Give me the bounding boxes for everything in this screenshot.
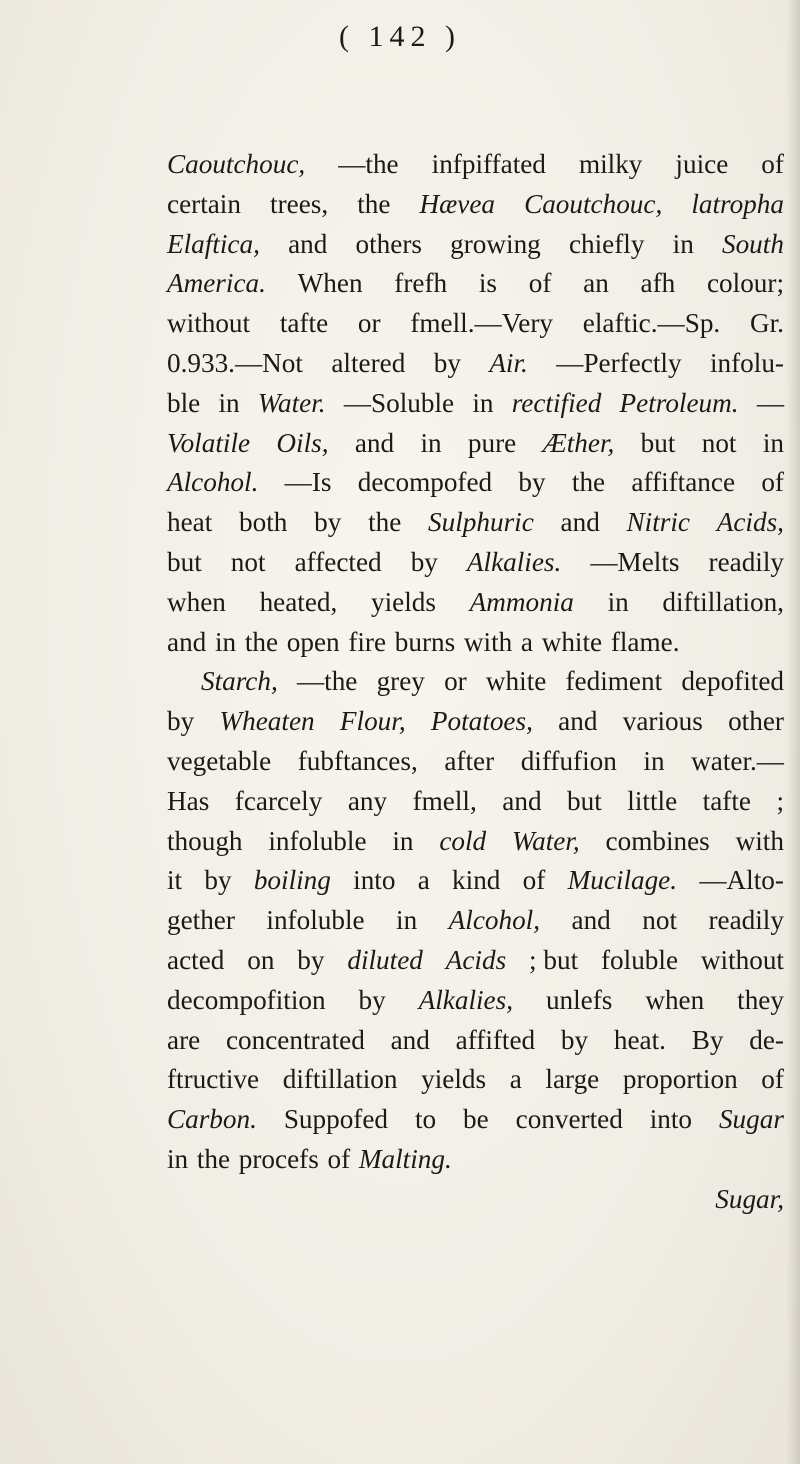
word: Mucilage. xyxy=(567,865,678,896)
word: Caoutchouc, xyxy=(167,149,306,179)
word: tafte xyxy=(702,785,751,816)
word: Malting. xyxy=(358,1143,452,1174)
text-line xyxy=(167,822,784,862)
word: chiefly xyxy=(568,228,645,259)
word: grey xyxy=(376,666,425,697)
word: infolu- xyxy=(709,347,784,378)
word: the xyxy=(357,188,391,219)
word: Sugar xyxy=(718,1104,784,1135)
word: after xyxy=(444,745,495,776)
word: America. xyxy=(167,268,266,299)
word: without xyxy=(700,944,784,975)
word: elaftic.—Sp. xyxy=(582,308,721,339)
word: decompofition xyxy=(167,984,326,1015)
word: and xyxy=(354,427,395,458)
text-line xyxy=(167,225,784,265)
word: fediment xyxy=(565,666,663,697)
text-line xyxy=(167,463,784,503)
word: —Melts xyxy=(590,546,680,577)
word: proportion xyxy=(622,1064,738,1095)
word: fire xyxy=(348,626,387,657)
word: fubftances, xyxy=(297,745,418,776)
word: but xyxy=(567,785,602,816)
word: —Soluble xyxy=(343,387,455,418)
text-line xyxy=(167,702,784,742)
word: Hævea xyxy=(419,188,495,219)
word: decompofed xyxy=(357,467,493,498)
catchword: Sugar, xyxy=(715,1183,784,1214)
word: pure xyxy=(467,427,517,458)
word: and xyxy=(390,1024,430,1055)
word: and xyxy=(571,905,611,936)
word: any xyxy=(347,785,388,816)
word: open xyxy=(286,626,340,657)
word: other xyxy=(728,706,784,737)
word: in xyxy=(472,387,494,418)
word: certain xyxy=(167,188,241,219)
text-line xyxy=(167,742,784,782)
word: colour; xyxy=(706,268,784,299)
word: into xyxy=(649,1104,693,1135)
word: of xyxy=(761,149,784,179)
body-text xyxy=(167,145,784,1220)
word: not xyxy=(230,546,266,577)
text-line xyxy=(167,185,784,225)
word: the xyxy=(571,467,606,498)
word: the xyxy=(368,507,402,538)
word: vegetable xyxy=(167,745,272,776)
word: and xyxy=(502,785,542,816)
word: to xyxy=(414,1104,437,1135)
word: fmell, xyxy=(412,785,477,816)
text-line xyxy=(167,981,784,1021)
word: Acids, xyxy=(716,507,784,538)
word: affifted xyxy=(455,1024,536,1055)
word: affected xyxy=(294,546,382,577)
word: Has xyxy=(167,785,210,816)
word: Air. xyxy=(489,347,528,378)
word: juice xyxy=(675,149,729,179)
text-line xyxy=(167,623,784,663)
text-line xyxy=(167,145,784,185)
word: —Perfectly xyxy=(556,347,682,378)
word: and xyxy=(560,507,600,538)
word: white xyxy=(485,666,547,697)
word: infoluble xyxy=(268,825,367,856)
word: both xyxy=(239,507,288,538)
text-line xyxy=(167,543,784,583)
word: little xyxy=(627,785,678,816)
word: Acids xyxy=(445,944,507,975)
word: it xyxy=(167,865,183,896)
word: converted xyxy=(515,1104,623,1135)
word: heat. xyxy=(613,1024,666,1055)
word: though xyxy=(167,825,243,856)
word: South xyxy=(721,228,784,259)
page-edge-shadow xyxy=(786,0,800,1464)
word: —the xyxy=(296,666,358,697)
word: Alkalies, xyxy=(418,984,513,1015)
word: with xyxy=(463,626,513,657)
word: in xyxy=(167,1143,189,1174)
word: by xyxy=(204,865,232,896)
word: concentrated xyxy=(225,1024,365,1055)
word: Alcohol, xyxy=(448,905,541,936)
word: trees, xyxy=(270,188,329,219)
word: 0.933.—Not xyxy=(167,347,303,378)
word: Starch, xyxy=(201,666,278,697)
text-line xyxy=(167,264,784,304)
word: the xyxy=(196,1143,231,1174)
word: water.— xyxy=(691,745,784,776)
word: —Is xyxy=(284,467,332,498)
word: others xyxy=(355,228,422,259)
word: are xyxy=(167,1024,201,1055)
word: de- xyxy=(749,1024,784,1055)
word: by xyxy=(560,1024,589,1055)
word: Sulphuric xyxy=(428,507,534,538)
word: flame. xyxy=(610,626,680,657)
word: tafte xyxy=(279,308,329,339)
word: depofited xyxy=(681,666,784,697)
word: readily xyxy=(708,546,784,577)
text-line xyxy=(167,941,784,981)
word: burns xyxy=(394,626,456,657)
word: of xyxy=(528,268,552,299)
text-line xyxy=(167,1100,784,1140)
word: and xyxy=(167,626,207,657)
word: growing xyxy=(450,228,541,259)
word: Potatoes, xyxy=(430,706,533,737)
word: affiftance xyxy=(631,467,736,498)
word: diftillation xyxy=(282,1064,398,1095)
word: when xyxy=(645,984,705,1015)
word: heat xyxy=(167,507,213,538)
word: procefs xyxy=(238,1143,319,1174)
word: white xyxy=(541,626,603,657)
word: or xyxy=(444,666,467,697)
word: frefh xyxy=(394,268,448,299)
word: or xyxy=(357,308,381,339)
word: ; xyxy=(776,785,784,816)
text-line xyxy=(167,1021,784,1061)
text-line xyxy=(167,344,784,384)
word: diluted xyxy=(347,944,423,975)
word: foluble xyxy=(601,944,679,975)
word: by xyxy=(297,944,325,975)
word: gether xyxy=(167,905,235,936)
text-line xyxy=(167,1060,784,1100)
word: readily xyxy=(708,905,784,936)
word: Volatile xyxy=(167,427,251,458)
word: in xyxy=(643,745,665,776)
word: by xyxy=(167,706,195,737)
text-line xyxy=(167,384,784,424)
text-line xyxy=(167,861,784,901)
word: Water, xyxy=(511,825,580,856)
word: by xyxy=(518,467,546,498)
word: When xyxy=(297,268,363,299)
word: not xyxy=(642,905,677,936)
word: they xyxy=(737,984,784,1015)
word: infpiffated xyxy=(431,149,546,179)
word: a xyxy=(520,626,533,657)
word: diffufion xyxy=(520,745,617,776)
word: Wheaten xyxy=(219,706,315,737)
word: of xyxy=(761,1064,784,1095)
word: Æther, xyxy=(542,427,615,458)
word: fcarcely xyxy=(234,785,323,816)
text-line xyxy=(167,583,784,623)
word: in xyxy=(214,626,237,657)
word: Alcohol. xyxy=(167,467,259,498)
page-number: ( 142 ) xyxy=(339,20,461,53)
word: milky xyxy=(578,149,643,179)
word: and xyxy=(558,706,598,737)
word: fmell.—Very xyxy=(410,308,554,339)
word: acted xyxy=(167,944,225,975)
word: large xyxy=(545,1064,600,1095)
word: a xyxy=(509,1064,522,1095)
word: kind xyxy=(452,865,501,896)
word: Nitric xyxy=(626,507,690,538)
word: on xyxy=(247,944,275,975)
word: by xyxy=(433,347,461,378)
word: is xyxy=(478,268,497,299)
word: Elaftica, xyxy=(167,228,260,259)
word: ble xyxy=(167,387,201,418)
word: Suppofed xyxy=(283,1104,389,1135)
word: yields xyxy=(371,586,436,617)
word: but xyxy=(640,427,676,458)
word: cold xyxy=(439,825,487,856)
word: unlefs xyxy=(545,984,613,1015)
word: by xyxy=(314,507,342,538)
word: combines xyxy=(605,825,710,856)
word: in xyxy=(607,586,629,617)
word: of xyxy=(522,865,546,896)
word: by xyxy=(410,546,438,577)
text-line xyxy=(167,503,784,543)
word: be xyxy=(463,1104,489,1135)
word: —Alto- xyxy=(699,865,784,896)
word: in xyxy=(762,427,784,458)
word: Oils, xyxy=(276,427,329,458)
word: Flour, xyxy=(339,706,406,737)
word: By xyxy=(691,1024,724,1055)
text-line xyxy=(167,304,784,344)
word: — xyxy=(756,387,784,418)
text-line xyxy=(167,901,784,941)
word: into xyxy=(353,865,396,896)
word: altered xyxy=(331,347,406,378)
word: when xyxy=(167,586,226,617)
word: a xyxy=(417,865,430,896)
word: afh xyxy=(640,268,676,299)
word: by xyxy=(358,984,386,1015)
word: latropha xyxy=(691,188,784,219)
text-line xyxy=(167,782,784,822)
word: not xyxy=(701,427,737,458)
word: in xyxy=(420,427,442,458)
word: heated, xyxy=(259,586,338,617)
text-line xyxy=(167,1140,784,1180)
word: an xyxy=(583,268,609,299)
word: Petroleum. xyxy=(619,387,739,418)
word: of xyxy=(761,467,784,498)
word: Gr. xyxy=(749,308,784,339)
word: Ammonia xyxy=(469,586,574,617)
word: Alkalies. xyxy=(466,546,562,577)
word: and xyxy=(288,228,328,259)
word: Caoutchouc, xyxy=(524,188,663,219)
word: in xyxy=(218,387,240,418)
word: ftructive xyxy=(167,1064,260,1095)
word: ; but xyxy=(529,944,579,975)
word: yields xyxy=(421,1064,487,1095)
word: infoluble xyxy=(266,905,365,936)
word: the xyxy=(244,626,279,657)
word: without xyxy=(167,308,251,339)
word: —the xyxy=(338,149,399,179)
word: diftillation, xyxy=(662,586,784,617)
word: boiling xyxy=(253,865,331,896)
word: Carbon. xyxy=(167,1104,257,1135)
word: with xyxy=(735,825,784,856)
catchword-line xyxy=(167,1180,784,1220)
word: Water. xyxy=(257,387,326,418)
text-line xyxy=(167,424,784,464)
word: various xyxy=(622,706,703,737)
word: in xyxy=(396,905,418,936)
word: but xyxy=(167,546,202,577)
word: rectified xyxy=(511,387,602,418)
word: of xyxy=(327,1143,351,1174)
text-line xyxy=(167,662,784,702)
word: in xyxy=(392,825,414,856)
word: in xyxy=(672,228,694,259)
